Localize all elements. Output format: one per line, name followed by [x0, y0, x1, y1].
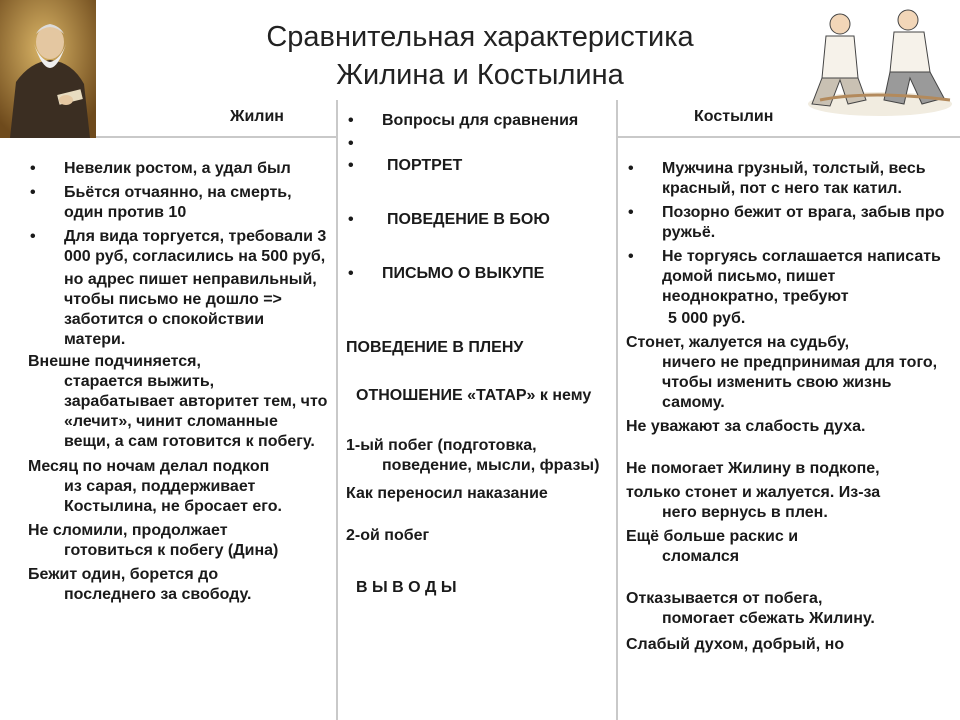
question-item: ОТНОШЕНИЕ «ТАТАР» к нему — [356, 387, 592, 404]
kostylin-item: ничего не предпринимая для того, чтобы изменить свою жизнь самому. — [662, 354, 938, 411]
slide-title — [170, 18, 790, 94]
kostylin-item: сломался — [662, 548, 740, 565]
zhilin-item: Месяц по ночам делал подкоп — [28, 458, 270, 475]
zhilin-item: • Для вида торгуется, требовали 3 000 руб, согласились на 500 руб, — [28, 227, 328, 267]
kostylin-item: Не уважают за слабость духа. — [626, 418, 866, 435]
question-item — [346, 134, 608, 154]
zhilin-item: но адрес пишет неправильный, чтобы письмо не дошло => заботится о спокойствии матери. — [64, 271, 317, 348]
kostylin-item: 5 000 руб. — [668, 310, 746, 327]
kostylin-item: Слабый духом, добрый, но — [626, 636, 845, 653]
header-kostylin: Костылин — [694, 108, 774, 125]
column-zhilin — [28, 159, 328, 605]
question-item: 2-ой побег — [346, 527, 430, 544]
zhilin-item: Бежит один, борется до — [28, 566, 219, 583]
zhilin-item: готовиться к побегу (Дина) — [64, 542, 279, 559]
captives-sketch — [800, 0, 960, 120]
title-line-2: Жилина и Костылина — [336, 59, 624, 91]
kostylin-item: • Позорно бежит от врага, забыв про ружьё. — [626, 203, 952, 243]
question-item: 1-ый побег (подготовка, поведение, мысли, фразы) — [346, 437, 600, 474]
tolstoy-portrait — [0, 0, 96, 138]
question-item: • ПОРТРЕТ — [346, 156, 608, 176]
kostylin-item: • Не торгуясь соглашается написать домой письмо, пишет неоднократно, требуют — [626, 247, 952, 307]
question-item: • ПОВЕДЕНИЕ В БОЮ — [346, 210, 608, 230]
title-line-1: Сравнительная характеристика — [266, 21, 694, 53]
column-divider-right — [616, 100, 618, 720]
zhilin-item: старается выжить, зарабатывает авторитет тем, что «лечит», чинит сломанные вещи, а сам готовится к побегу. — [64, 373, 328, 450]
kostylin-item: Стонет, жалуется на судьбу, — [626, 334, 850, 351]
zhilin-item: • Бьётся отчаянно, на смерть, один против 10 — [28, 183, 328, 223]
zhilin-item: Внешне подчиняется, — [28, 353, 201, 370]
header-underline-left — [96, 136, 336, 138]
column-questions — [346, 111, 608, 598]
questions-header: • Вопросы для сравнения — [346, 111, 608, 131]
zhilin-item: Не сломили, продолжает — [28, 522, 228, 539]
column-kostylin — [626, 159, 952, 655]
zhilin-item: последнего за свободу. — [64, 586, 252, 603]
kostylin-item: помогает сбежать Жилину. — [662, 610, 875, 627]
kostylin-item: только стонет и жалуется. Из-за — [626, 484, 881, 501]
kostylin-item: Не помогает Жилину в подкопе, — [626, 460, 880, 477]
zhilin-item: • Невелик ростом, а удал был — [28, 159, 328, 179]
question-item: В Ы В О Д Ы — [356, 579, 457, 596]
zhilin-item: из сарая, поддерживает Костылина, не бросает его. — [64, 478, 282, 515]
kostylin-item: Отказывается от побега, — [626, 590, 823, 607]
header-zhilin: Жилин — [230, 108, 284, 125]
question-item: Как переносил наказание — [346, 485, 548, 502]
column-divider-left — [336, 100, 338, 720]
question-item: • ПИСЬМО О ВЫКУПЕ — [346, 264, 608, 284]
question-item: ПОВЕДЕНИЕ В ПЛЕНУ — [346, 339, 524, 356]
header-underline-right — [616, 136, 960, 138]
kostylin-item: • Мужчина грузный, толстый, весь красный, пот с него так катил. — [626, 159, 952, 199]
kostylin-item: него вернусь в плен. — [662, 504, 828, 521]
kostylin-item: Ещё больше раскис и — [626, 528, 799, 545]
